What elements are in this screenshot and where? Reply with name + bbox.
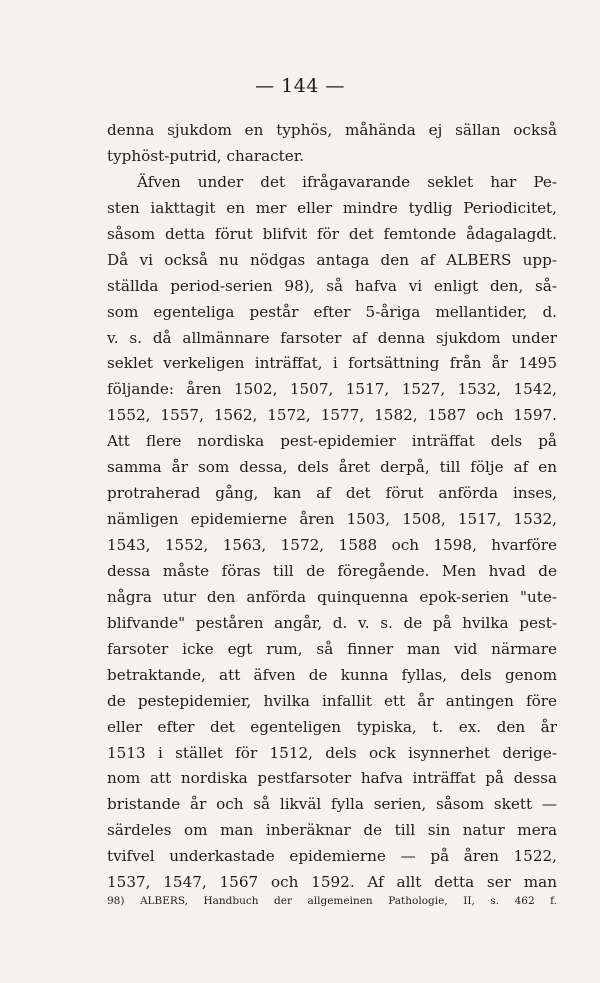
text-line: dessa måste föras till de föregående. Men hvad de: [107, 561, 557, 580]
text-line: protraherad gång, kan af det förut anförda inses,: [107, 484, 557, 503]
text-line: särdeles om man inberäknar de till sin natur mera: [107, 821, 557, 840]
page-number: — 144 —: [255, 75, 345, 97]
text-line: typhöst-putrid, character.: [107, 146, 305, 165]
text-line: farsoter icke egt rum, så finner man vid närmare: [107, 639, 557, 658]
text-line: Då vi också nu nödgas antaga den af ALBERS upp-: [107, 250, 557, 269]
text-line: ställda period-serien 98), så hafva vi enligt den, så-: [107, 276, 557, 295]
text-line: eller efter det egenteligen typiska, t. ex. den år: [107, 717, 557, 736]
text-line: 1513 i stället för 1512, dels ock isynnerhet derige-: [107, 743, 557, 762]
text-line: bristande år och så likväl fylla serien, såsom skett —: [107, 795, 557, 814]
text-line: Äfven under det ifrågavarande seklet har Pe-: [137, 172, 557, 191]
text-line: v. s. då allmännare farsoter af denna sjukdom under: [107, 328, 557, 347]
text-line: betraktande, att äfven de kunna fyllas, dels genom: [107, 665, 557, 684]
text-line: nom att nordiska pestfarsoter hafva inträffat på dessa: [107, 769, 557, 788]
text-line: de pestepidemier, hvilka infallit ett år antingen före: [107, 691, 557, 710]
body-text: [107, 118, 557, 896]
text-line: 1537, 1547, 1567 och 1592. Af allt detta ser man: [107, 873, 557, 892]
text-line: såsom detta förut blifvit för det femtonde ådagalagdt.: [107, 224, 557, 243]
text-line: sten iakttagit en mer eller mindre tydlig Periodicitet,: [107, 198, 557, 217]
text-line: 1552, 1557, 1562, 1572, 1577, 1582, 1587 och 1597.: [107, 406, 557, 425]
text-line: några utur den anförda quinquenna epok-serien "ute-: [107, 587, 557, 606]
text-line: blifvande" peståren angår, d. v. s. de på hvilka pest-: [107, 613, 557, 632]
text-line: följande: åren 1502, 1507, 1517, 1527, 1532, 1542,: [107, 380, 557, 399]
footnote: 98) ALBERS, Handbuch der allgemeinen Pathologie, II, s. 462 f.: [107, 895, 557, 907]
text-line: samma år som dessa, dels året derpå, till följe af en: [107, 458, 557, 477]
text-line: som egenteliga pestår efter 5-åriga mellantider, d.: [107, 302, 557, 321]
text-line: 1543, 1552, 1563, 1572, 1588 och 1598, hvarföre: [107, 536, 557, 554]
text-line: Att flere nordiska pest-epidemier inträffat dels på: [107, 432, 557, 451]
text-line: tvifvel underkastade epidemierne — på åren 1522,: [107, 847, 557, 866]
text-line: denna sjukdom en typhös, måhända ej sällan också: [107, 121, 557, 139]
text-line: nämligen epidemierne åren 1503, 1508, 1517, 1532,: [107, 510, 557, 529]
text-line: seklet verkeligen inträffat, i fortsättning från år 1495: [107, 354, 557, 373]
